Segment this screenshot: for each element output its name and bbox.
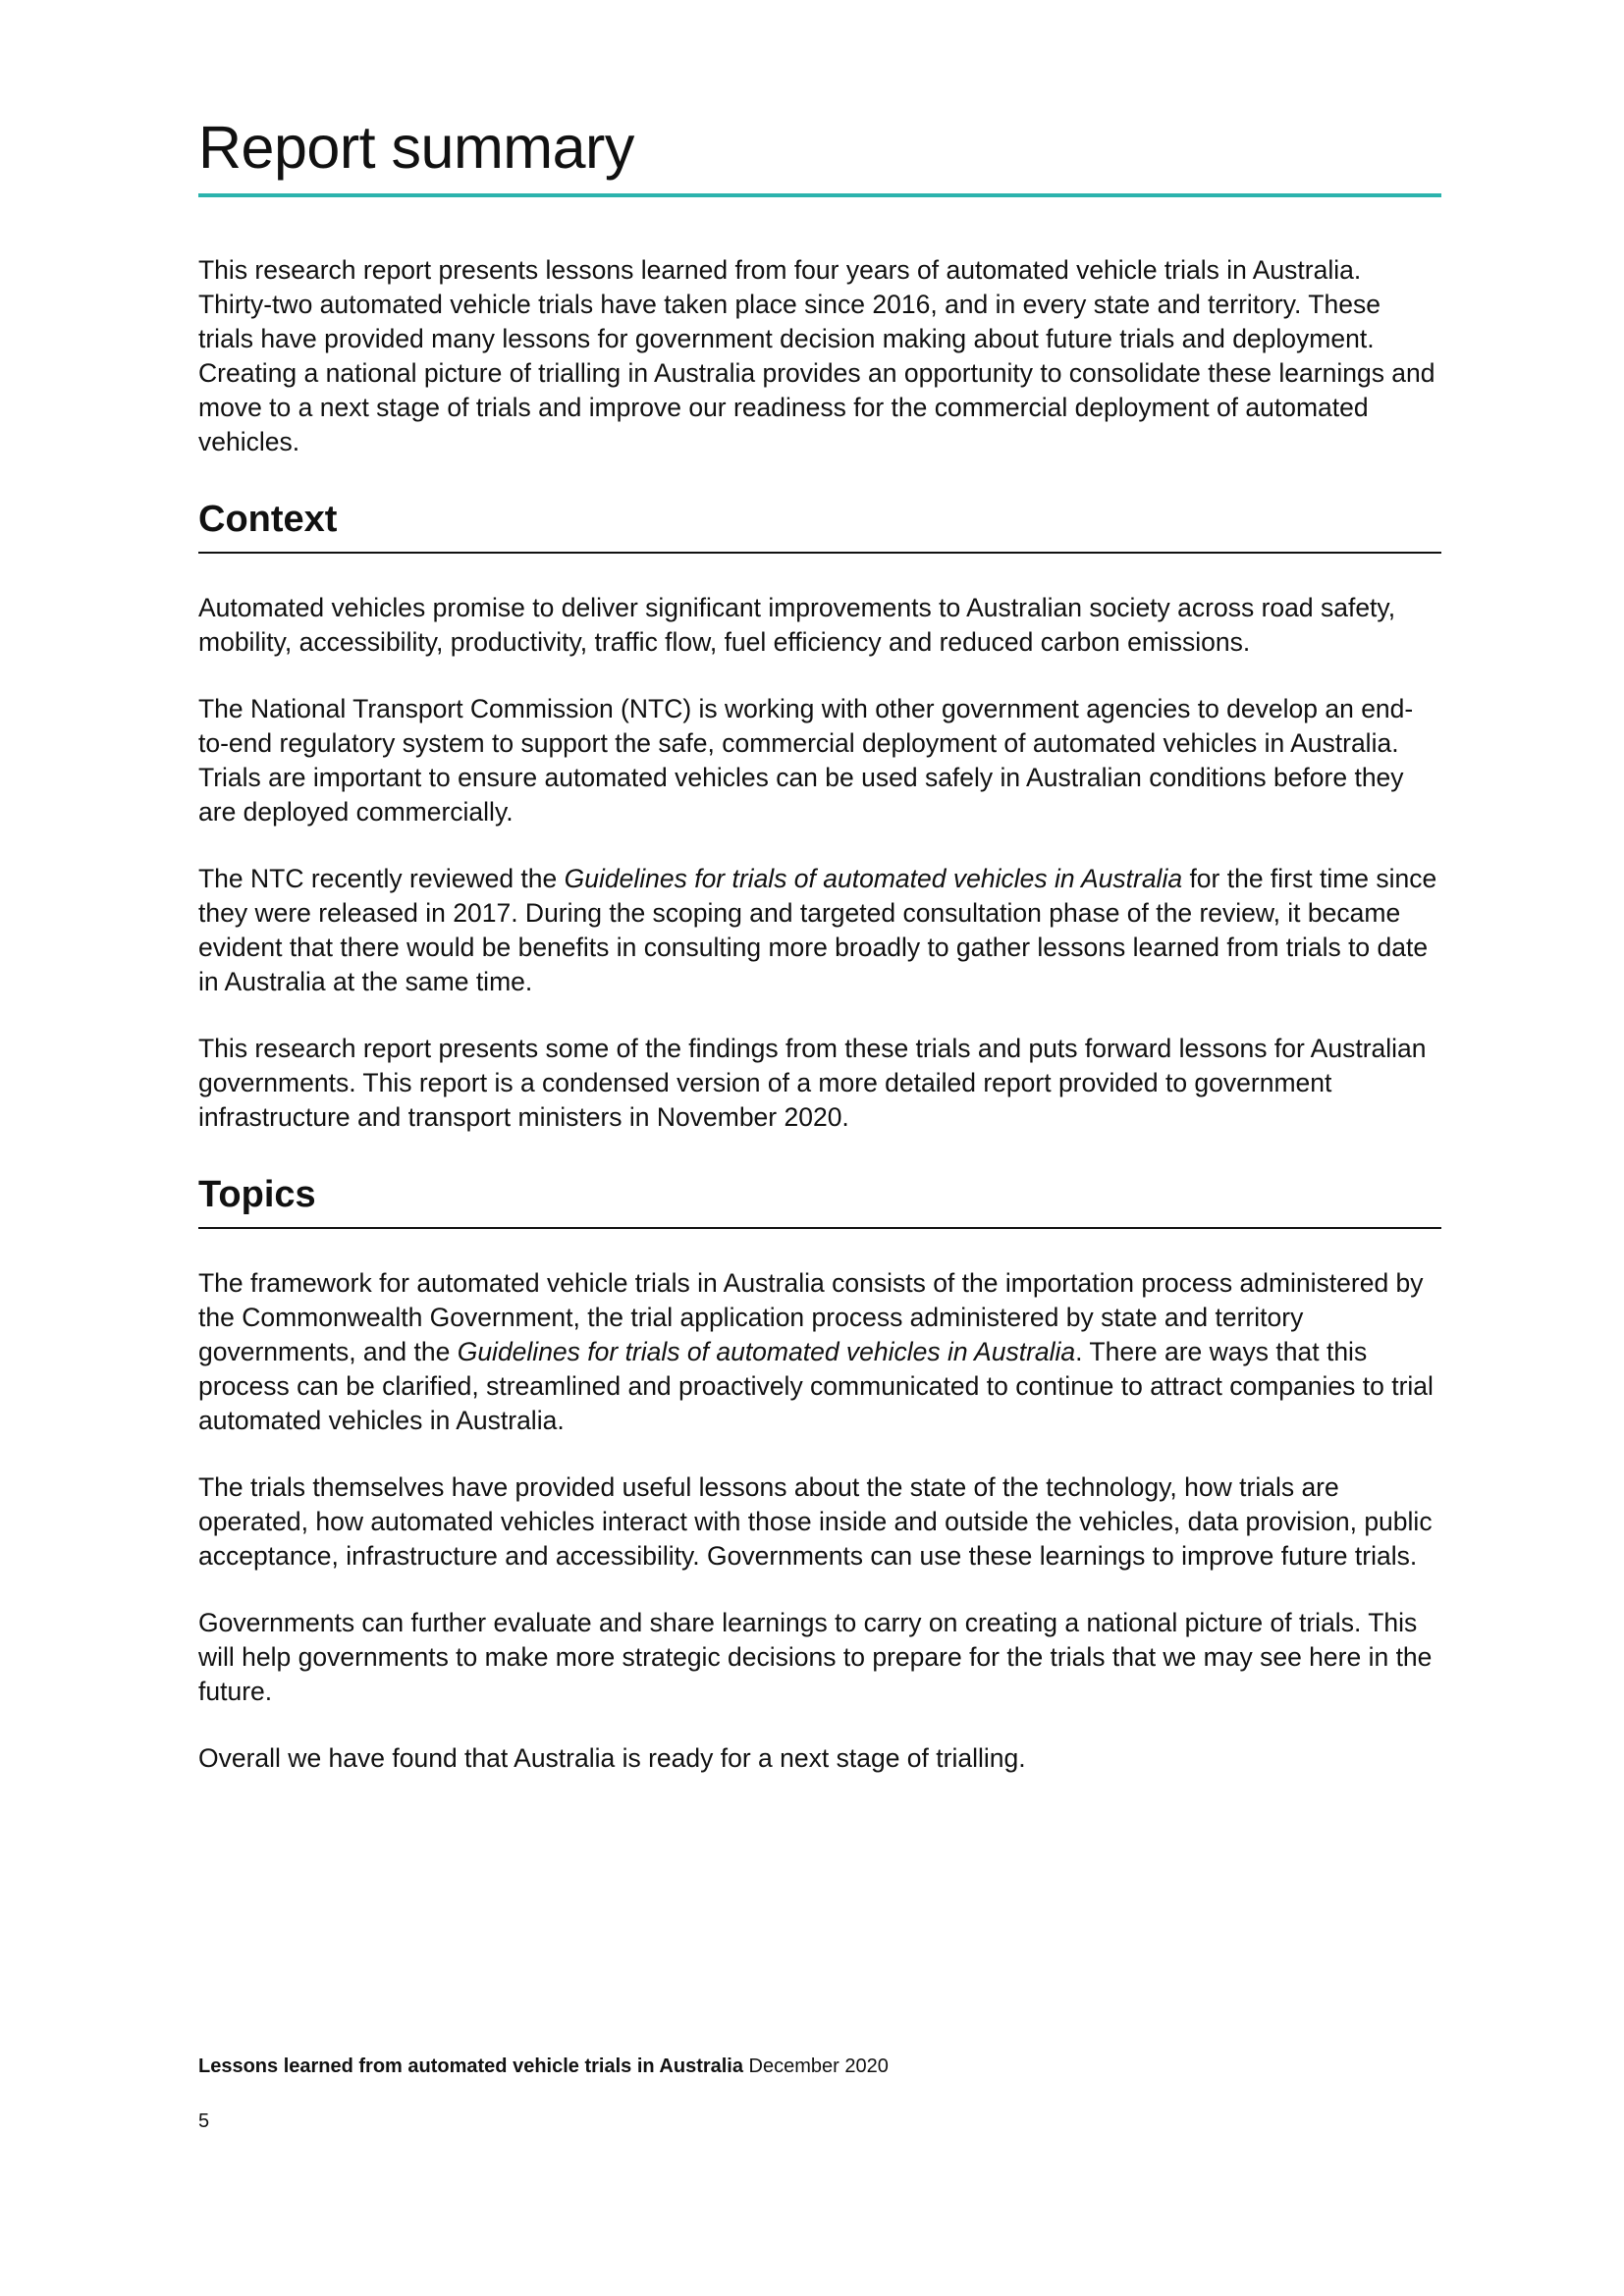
footer-date: December 2020 — [743, 2056, 889, 2077]
guidelines-title-italic-2: Guidelines for trials of automated vehicles in Australia — [457, 1337, 1076, 1366]
topics-paragraph-2: The trials themselves have provided useful lessons about the state of the technology, how trials are operated, how automated vehicles interact with those inside and outside the vehicles, data provision, public acceptance, infrastructure and accessibility. Governments can use these learnings to improve future trials. — [198, 1472, 1433, 1571]
context-heading: Context — [198, 499, 338, 540]
summary-block — [198, 253, 1441, 459]
topics-rule — [198, 1227, 1441, 1229]
topics-section — [198, 1176, 1441, 1776]
topics-p1-text-b: . There are ways that this process can be clarified, streamlined and proactively communicated to continue to attract companies to trial automated vehicles in Australia. — [198, 1337, 1434, 1435]
topics-paragraph-4: Overall we have found that Australia is ready for a next stage of trialling. — [198, 1743, 1026, 1773]
topics-paragraph-1 — [198, 1266, 1441, 1438]
page-number: 5 — [198, 2110, 210, 2132]
intro-paragraph: This research report presents lessons learned from four years of automated vehicle trials in Australia. Thirty-two automated vehicle trials have taken place since 2016, and in every state and territory. These trials have provided many lessons for government decision making about future trials and deployment. Creating a national picture of trialling in Australia provides an opportunity to consolidate these learnings and move to a next stage of trials and improve our readiness for the commercial deployment of automated vehicles. — [198, 255, 1435, 456]
context-rule — [198, 552, 1441, 554]
topics-heading: Topics — [198, 1174, 316, 1215]
page-footer — [198, 2054, 889, 2079]
context-paragraph-4: This research report presents some of the findings from these trials and puts forward lessons for Australian governments. This report is a condensed version of a more detailed report provided to government infrastructure and transport ministers in November 2020. — [198, 1034, 1427, 1132]
context-p3-text-b: for the first time since they were released in 2017. During the scoping and targeted consultation phase of the review, it became evident that there would be benefits in consulting more broadly to gather lessons learned from trials to date in Australia at the same time. — [198, 864, 1437, 996]
guidelines-title-italic: Guidelines for trials of automated vehicles in Australia — [564, 864, 1183, 893]
topics-paragraph-3: Governments can further evaluate and share learnings to carry on creating a national picture of trials. This will help governments to make more strategic decisions to prepare for the trials that we may see here in the future. — [198, 1608, 1433, 1706]
page-content — [198, 114, 1441, 1808]
context-paragraph-3 — [198, 862, 1441, 999]
context-section — [198, 501, 1441, 1135]
context-paragraph-1: Automated vehicles promise to deliver significant improvements to Australian society across road safety, mobility, accessibility, productivity, traffic flow, fuel efficiency and reduced carbon emissions. — [198, 593, 1396, 657]
topics-p1-text-a: The framework for automated vehicle trials in Australia consists of the importation process administered by the Commonwealth Government, the trial application process administered by state and territory governments, and the — [198, 1268, 1424, 1366]
page-title: Report summary — [198, 114, 634, 181]
context-paragraph-2: The National Transport Commission (NTC) is working with other government agencies to develop an end-to-end regulatory system to support the safe, commercial deployment of automated vehicles in Australia. Trials are important to ensure automated vehicles can be used safely in Australian conditions before they are deployed commercially. — [198, 694, 1414, 827]
context-p3-text-a: The NTC recently reviewed the — [198, 864, 565, 893]
footer-document-title: Lessons learned from automated vehicle trials in Australia — [198, 2056, 743, 2077]
title-underline — [198, 193, 1441, 197]
